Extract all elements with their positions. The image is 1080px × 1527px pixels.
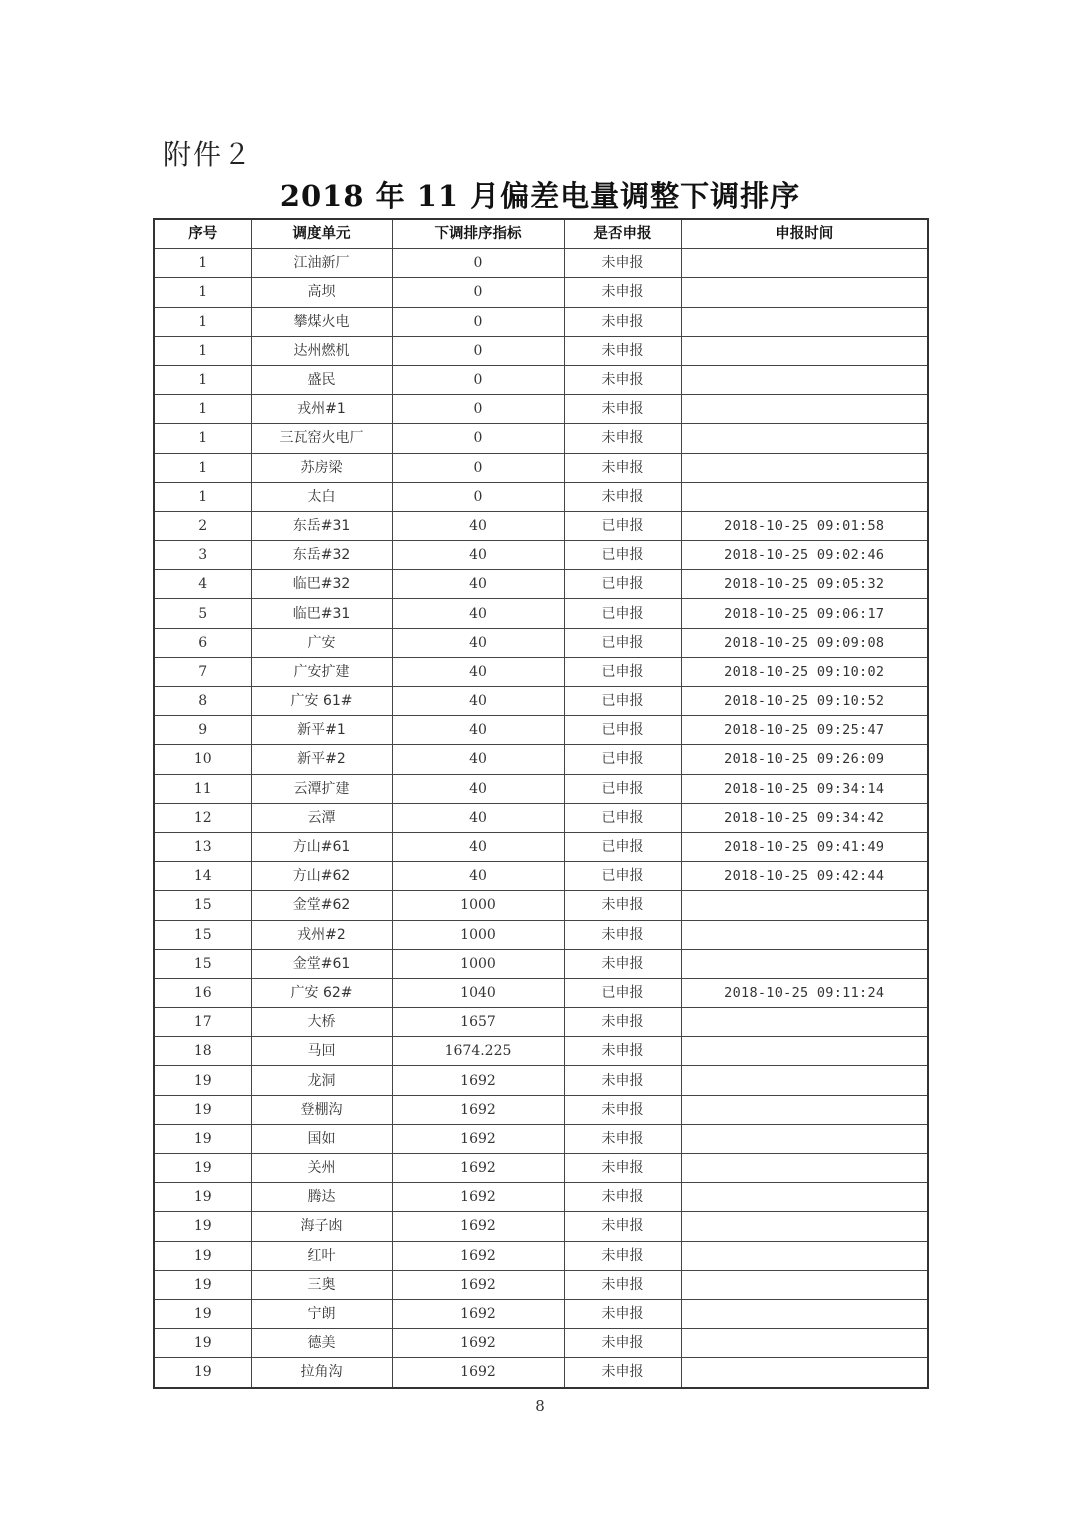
cell-unit: 腾达 [251,1183,392,1212]
cell-unit: 海子凼 [251,1212,392,1241]
cell-status: 已申报 [564,511,681,540]
cell-index: 40 [392,570,564,599]
cell-status: 未申报 [564,1066,681,1095]
cell-unit: 达州燃机 [251,336,392,365]
cell-index: 1674.225 [392,1037,564,1066]
table-row [154,978,928,1007]
cell-unit: 云潭 [251,803,392,832]
cell-time: 2018-10-25 09:06:17 [681,599,928,628]
cell-unit: 广安 61# [251,687,392,716]
cell-seq: 1 [154,482,251,511]
table-row [154,1154,928,1183]
cell-index: 0 [392,453,564,482]
table-row [154,716,928,745]
table-row [154,745,928,774]
cell-unit: 太白 [251,482,392,511]
cell-time: 2018-10-25 09:01:58 [681,511,928,540]
cell-seq: 2 [154,511,251,540]
cell-index: 40 [392,832,564,861]
table-row [154,657,928,686]
table-row [154,249,928,278]
cell-status: 已申报 [564,803,681,832]
cell-seq: 19 [154,1329,251,1358]
cell-unit: 戎州#2 [251,920,392,949]
cell-status: 已申报 [564,978,681,1007]
cell-time [681,1008,928,1037]
cell-unit: 方山#61 [251,832,392,861]
cell-seq: 19 [154,1270,251,1299]
cell-status: 已申报 [564,862,681,891]
cell-index: 0 [392,278,564,307]
cell-seq: 1 [154,336,251,365]
cell-status: 已申报 [564,687,681,716]
cell-seq: 6 [154,628,251,657]
cell-unit: 三瓦窑火电厂 [251,424,392,453]
cell-index: 0 [392,307,564,336]
cell-status: 未申报 [564,1008,681,1037]
cell-status: 未申报 [564,336,681,365]
cell-seq: 19 [154,1241,251,1270]
cell-seq: 19 [154,1299,251,1328]
cell-unit: 新平#2 [251,745,392,774]
cell-unit: 国如 [251,1124,392,1153]
cell-time [681,1212,928,1241]
cell-index: 40 [392,599,564,628]
table-row [154,1037,928,1066]
cell-seq: 5 [154,599,251,628]
cell-index: 40 [392,862,564,891]
cell-time [681,395,928,424]
cell-index: 1692 [392,1241,564,1270]
table-row [154,891,928,920]
column-header-index: 下调排序指标 [392,219,564,249]
table-row [154,395,928,424]
cell-index: 1692 [392,1154,564,1183]
table-row [154,570,928,599]
column-header-unit: 调度单元 [251,219,392,249]
cell-time: 2018-10-25 09:11:24 [681,978,928,1007]
table-row [154,511,928,540]
cell-index: 1040 [392,978,564,1007]
cell-index: 40 [392,541,564,570]
cell-seq: 1 [154,365,251,394]
cell-time [681,1095,928,1124]
cell-index: 1692 [392,1270,564,1299]
cell-unit: 宁朗 [251,1299,392,1328]
cell-time [681,482,928,511]
cell-index: 1000 [392,949,564,978]
cell-time [681,1037,928,1066]
cell-unit: 金堂#62 [251,891,392,920]
table-row [154,774,928,803]
cell-seq: 12 [154,803,251,832]
cell-seq: 19 [154,1183,251,1212]
cell-time: 2018-10-25 09:26:09 [681,745,928,774]
table-row [154,832,928,861]
table-row [154,599,928,628]
cell-seq: 4 [154,570,251,599]
cell-time [681,1270,928,1299]
table-row [154,949,928,978]
cell-index: 0 [392,395,564,424]
cell-index: 1692 [392,1095,564,1124]
cell-time: 2018-10-25 09:02:46 [681,541,928,570]
cell-status: 未申报 [564,891,681,920]
ranking-table [153,218,929,1389]
cell-index: 40 [392,687,564,716]
cell-time [681,1154,928,1183]
cell-seq: 10 [154,745,251,774]
cell-index: 40 [392,628,564,657]
cell-seq: 13 [154,832,251,861]
cell-unit: 攀煤火电 [251,307,392,336]
cell-time [681,278,928,307]
cell-status: 未申报 [564,1124,681,1153]
cell-index: 0 [392,482,564,511]
cell-time [681,307,928,336]
cell-unit: 广安扩建 [251,657,392,686]
table-row [154,687,928,716]
table-row [154,1270,928,1299]
cell-index: 0 [392,424,564,453]
cell-time: 2018-10-25 09:10:02 [681,657,928,686]
cell-seq: 1 [154,453,251,482]
page-number: 8 [535,1397,545,1415]
cell-seq: 15 [154,920,251,949]
cell-status: 未申报 [564,920,681,949]
cell-seq: 1 [154,307,251,336]
cell-status: 未申报 [564,1241,681,1270]
cell-time: 2018-10-25 09:25:47 [681,716,928,745]
cell-index: 1692 [392,1329,564,1358]
cell-index: 40 [392,657,564,686]
cell-status: 未申报 [564,249,681,278]
cell-index: 1692 [392,1358,564,1388]
cell-time: 2018-10-25 09:09:08 [681,628,928,657]
cell-status: 未申报 [564,1358,681,1388]
cell-time [681,1183,928,1212]
cell-unit: 高坝 [251,278,392,307]
cell-unit: 大桥 [251,1008,392,1037]
cell-status: 未申报 [564,365,681,394]
table-row [154,803,928,832]
cell-seq: 15 [154,949,251,978]
cell-status: 未申报 [564,278,681,307]
table-header [154,219,928,249]
cell-index: 0 [392,336,564,365]
table-row [154,862,928,891]
cell-unit: 龙洞 [251,1066,392,1095]
cell-unit: 戎州#1 [251,395,392,424]
cell-time [681,365,928,394]
table-row [154,336,928,365]
cell-time [681,336,928,365]
cell-status: 未申报 [564,482,681,511]
table-row [154,1329,928,1358]
cell-status: 未申报 [564,453,681,482]
table-row [154,1183,928,1212]
cell-unit: 马回 [251,1037,392,1066]
cell-index: 0 [392,249,564,278]
cell-index: 1692 [392,1124,564,1153]
table-row [154,1212,928,1241]
table-row [154,1299,928,1328]
cell-unit: 云潭扩建 [251,774,392,803]
cell-unit: 金堂#61 [251,949,392,978]
column-header-status: 是否申报 [564,219,681,249]
cell-status: 未申报 [564,1183,681,1212]
table-header-row [154,219,928,249]
cell-seq: 1 [154,424,251,453]
cell-unit: 江油新厂 [251,249,392,278]
cell-seq: 19 [154,1124,251,1153]
cell-status: 未申报 [564,307,681,336]
cell-unit: 东岳#32 [251,541,392,570]
cell-index: 40 [392,511,564,540]
cell-seq: 7 [154,657,251,686]
cell-unit: 红叶 [251,1241,392,1270]
cell-seq: 15 [154,891,251,920]
table-row [154,1124,928,1153]
cell-status: 未申报 [564,1329,681,1358]
cell-unit: 新平#1 [251,716,392,745]
cell-time [681,1124,928,1153]
table-row [154,628,928,657]
cell-index: 1692 [392,1183,564,1212]
cell-status: 已申报 [564,832,681,861]
cell-seq: 8 [154,687,251,716]
cell-seq: 19 [154,1212,251,1241]
table-row [154,920,928,949]
cell-seq: 19 [154,1066,251,1095]
cell-seq: 16 [154,978,251,1007]
cell-status: 未申报 [564,949,681,978]
cell-time [681,453,928,482]
attachment-label: 附件２ [163,138,254,171]
cell-seq: 9 [154,716,251,745]
cell-status: 已申报 [564,599,681,628]
page-title: 2018 年 11 月偏差电量调整下调排序 [279,179,801,213]
cell-time: 2018-10-25 09:34:42 [681,803,928,832]
cell-seq: 14 [154,862,251,891]
cell-unit: 关州 [251,1154,392,1183]
cell-unit: 临巴#32 [251,570,392,599]
cell-status: 未申报 [564,1095,681,1124]
cell-index: 1692 [392,1212,564,1241]
cell-status: 已申报 [564,716,681,745]
table-row [154,365,928,394]
cell-unit: 德美 [251,1329,392,1358]
cell-unit: 广安 [251,628,392,657]
cell-unit: 登棚沟 [251,1095,392,1124]
table-row [154,1241,928,1270]
cell-time [681,1066,928,1095]
cell-index: 1000 [392,891,564,920]
table-row [154,307,928,336]
cell-index: 40 [392,803,564,832]
table-row [154,1066,928,1095]
table-row [154,1008,928,1037]
cell-unit: 方山#62 [251,862,392,891]
cell-index: 1657 [392,1008,564,1037]
cell-seq: 19 [154,1095,251,1124]
cell-status: 已申报 [564,774,681,803]
cell-seq: 1 [154,278,251,307]
cell-unit: 三奥 [251,1270,392,1299]
cell-status: 已申报 [564,541,681,570]
cell-index: 1692 [392,1066,564,1095]
cell-index: 40 [392,716,564,745]
cell-time [681,1299,928,1328]
cell-time [681,949,928,978]
cell-time: 2018-10-25 09:42:44 [681,862,928,891]
cell-status: 未申报 [564,1212,681,1241]
cell-unit: 盛民 [251,365,392,394]
cell-status: 未申报 [564,1299,681,1328]
table-row [154,1358,928,1388]
cell-seq: 18 [154,1037,251,1066]
table-body [154,249,928,1388]
table-row [154,453,928,482]
cell-status: 已申报 [564,657,681,686]
cell-status: 已申报 [564,628,681,657]
cell-time [681,424,928,453]
cell-time [681,1329,928,1358]
cell-index: 0 [392,365,564,394]
cell-index: 1000 [392,920,564,949]
cell-index: 40 [392,745,564,774]
cell-time: 2018-10-25 09:34:14 [681,774,928,803]
cell-time [681,1358,928,1388]
cell-status: 未申报 [564,424,681,453]
cell-status: 未申报 [564,1154,681,1183]
cell-unit: 东岳#31 [251,511,392,540]
cell-time [681,249,928,278]
cell-seq: 1 [154,249,251,278]
cell-seq: 1 [154,395,251,424]
table-row [154,278,928,307]
table-row [154,1095,928,1124]
column-header-seq: 序号 [154,219,251,249]
table-row [154,482,928,511]
cell-time [681,920,928,949]
cell-unit: 临巴#31 [251,599,392,628]
cell-time [681,1241,928,1270]
cell-index: 40 [392,774,564,803]
cell-time: 2018-10-25 09:41:49 [681,832,928,861]
cell-status: 未申报 [564,395,681,424]
cell-unit: 苏房梁 [251,453,392,482]
cell-status: 已申报 [564,570,681,599]
cell-index: 1692 [392,1299,564,1328]
cell-time: 2018-10-25 09:10:52 [681,687,928,716]
cell-status: 未申报 [564,1037,681,1066]
cell-time [681,891,928,920]
cell-time: 2018-10-25 09:05:32 [681,570,928,599]
cell-seq: 11 [154,774,251,803]
cell-seq: 19 [154,1358,251,1388]
column-header-time: 申报时间 [681,219,928,249]
table-row [154,424,928,453]
cell-unit: 拉角沟 [251,1358,392,1388]
cell-seq: 19 [154,1154,251,1183]
table-row [154,541,928,570]
cell-unit: 广安 62# [251,978,392,1007]
cell-seq: 3 [154,541,251,570]
cell-status: 未申报 [564,1270,681,1299]
cell-seq: 17 [154,1008,251,1037]
cell-status: 已申报 [564,745,681,774]
